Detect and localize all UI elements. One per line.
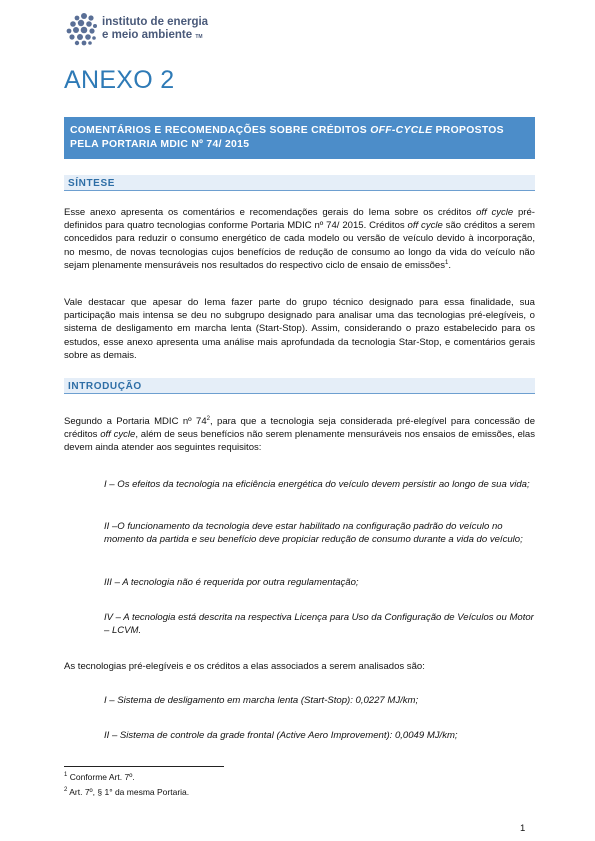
sintese-paragraph-2: Vale destacar que apesar do Iema fazer parte do grupo técnico designado para essa finalidade, sua participação mais intensa se deu no subgrupo designado para analisar uma das tecnologias pré-elegíveis, o sistema de desligamento em marcha lenta (Start-Stop). Assim, considerando o prazo estabelecido para os estudos, esse anexo apresenta uma análise mais aprofundada da tecnologia Star-Stop, e comentários gerais sobre as demais.	[64, 297, 535, 361]
logo-dots-icon	[64, 12, 98, 48]
technology-item: II – Sistema de controle da grade frontal (Active Aero Improvement): 0,0049 MJ/km;	[104, 730, 458, 741]
page-title: ANEXO 2	[64, 66, 175, 94]
page-number: 1	[520, 823, 526, 834]
section-heading-introducao: INTRODUÇÃO	[64, 378, 535, 394]
institute-logo	[64, 10, 224, 54]
section-heading-sintese: SÍNTESE	[64, 175, 535, 191]
introducao-paragraph-1: Segundo a Portaria MDIC nº $74^2$, para que a tecnologia seja considerada pré-elegível para concessão de créditos off cycle, além de seus benefícios não serem plenamente mensuráveis nos ensaios de emissões, elas devem ainda atender aos seguintes requisitos:	[64, 415, 535, 454]
logo-line-1: instituto de energia	[102, 16, 209, 28]
requirement-item: II –O funcionamento da tecnologia deve estar habilitado na configuração padrão do veículo no momento da partida e seu benefício deve propiciar redução de consumo durante a vida do veículo;	[104, 521, 523, 546]
footnote-2: $^2$ Art. 7º, § 1° da mesma Portaria.	[64, 787, 190, 797]
introducao-paragraph-2: As tecnologias pré-elegíveis e os créditos a elas associados a serem analisados são:	[64, 661, 425, 672]
requirement-item: III – A tecnologia não é requerida por outra regulamentação;	[104, 577, 359, 588]
logo-wordmark	[102, 16, 208, 44]
annex-heading: COMENTÁRIOS E RECOMENDAÇÕES SOBRE CRÉDITOS OFF-CYCLE PROPOSTOS PELA PORTARIA MDIC Nº 74/ 2015	[64, 117, 535, 159]
trademark-mark: TM	[195, 34, 203, 40]
logo-line-2: e meio ambiente TM	[102, 29, 203, 41]
sintese-paragraph-1: Esse anexo apresenta os comentários e recomendações gerais do Iema sobre os créditos off cycle pré-definidos para quatro tecnologias conforme Portaria MDIC nº 74/ 2015. Créditos off cycle são créditos a serem concedidos para reduzir o consumo energético de cada modelo ou versão de veículo devido à incorporação, no mesmo, de novas tecnologias cujos benefícios de redução de consumo ao longo da vida do veículo não sejam plenamente mensuráveis nos resultados do respectivo ciclo de ensaio de emissões$^1$.	[64, 207, 535, 271]
footnote-ref-1: 1	[445, 259, 449, 266]
footnote-ref-2: 2	[206, 415, 210, 422]
requirement-item: IV – A tecnologia está descrita na respectiva Licença para Uso da Configuração de Veículos ou Motor – LCVM.	[104, 612, 534, 637]
technology-item: I – Sistema de desligamento em marcha lenta (Start-Stop): 0,0227 MJ/km;	[104, 695, 419, 706]
footnote-divider	[64, 766, 224, 767]
footnote-1: $^1$ Conforme Art. 7º.	[64, 772, 135, 782]
requirement-item: I – Os efeitos da tecnologia na eficiência energética do veículo devem persistir ao longo de sua vida;	[104, 479, 530, 490]
